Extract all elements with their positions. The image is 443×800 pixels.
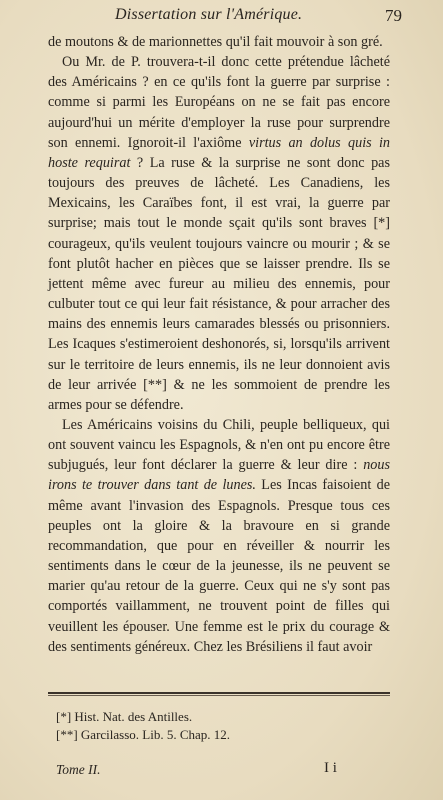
quoted-declaration: nous irons te trouver dans tant de lunes. (48, 457, 390, 494)
paragraph-continuation: de moutons & de marionnettes qu'il fait mouvoir à son gré. (48, 34, 383, 50)
footnote-rule (48, 692, 390, 694)
volume-mark: Tome II. (56, 762, 101, 777)
paragraph-2-text-a: Ou Mr. de P. trouvera-t-il donc cette prétendue lâcheté des Américains ? en ce qu'ils font la guerre par surprise : comme si parmi les Européans on ne se fait pas encore aujourd'hui un mérite d'employer la ruse pour surprendre son ennemi. Ignoroit-il l'axiôme (48, 54, 390, 151)
footnote-2: [**] Garcilasso. Lib. 5. Chap. 12. (56, 727, 231, 742)
main-text (48, 32, 390, 657)
footnotes (56, 708, 386, 744)
signature-mark: I i (324, 760, 337, 776)
page-number: 79 (385, 6, 402, 25)
paragraph-2 (48, 52, 390, 415)
footnote-rule-thin (48, 695, 390, 696)
paragraph-3-text-a: Les Américains voisins du Chili, peuple belliqueux, qui ont souvent vaincu les Espagnols, & n'en ont pu encore être subjugués, leur font déclarer la guerre & leur dire : (48, 416, 390, 474)
footnote-1: [*] Hist. Nat. des Antilles. (56, 709, 193, 724)
paragraph-3-text-c: Les Incas faisoient de même avant l'invasion des Espagnols. Presque tous ces peuples ont la gloire & la bravoure en si grande recommandation, que pour en réveiller & nourrir les sentiments dans le cœur de la jeunesse, ils ne peuvent se marier qu'au retour de la guerre. Ceux qui ne s'y sont pas comportés vaillamment, ne trouvent point de filles qui veuillent les épouser. Une femme est le prix du courage & des sentiments généreux. Chez les Brésiliens il faut avoir (48, 477, 390, 655)
paragraph-2-text-c: ? La ruse & la surprise ne sont donc pas toujours des preuves de lâcheté. Les Canadiens, les Mexicains, les Caraïbes font, il est vrai, la guerre par surprise; mais tout le monde sçait qu'ils sont braves [*] courageux, qu'ils veulent toujours vaincre ou mourir ; & se font plutôt hacher en pièces que se laisser prendre. Ils se jettent même avec fureur au milieu des ennemis, pour culbuter tout ce qui leur fait résistance, & pour arracher des mains des ennemis leurs camarades blessés ou prisonniers. Les Icaques s'estimeroient deshonorés, si, lorsqu'ils arrivent sur le territoire de leurs ennemis, ils ne leur donnoient avis de leur arrivée [**] & ne les sommoient de prendre les armes pour se défendre. (48, 154, 390, 413)
page-header (0, 6, 443, 32)
running-title: Dissertation sur l'Amérique. (115, 6, 303, 23)
page-footer (56, 762, 396, 786)
latin-axiom: virtus an dolus quis in hoste requirat (48, 134, 390, 171)
paragraph-3 (48, 415, 390, 657)
